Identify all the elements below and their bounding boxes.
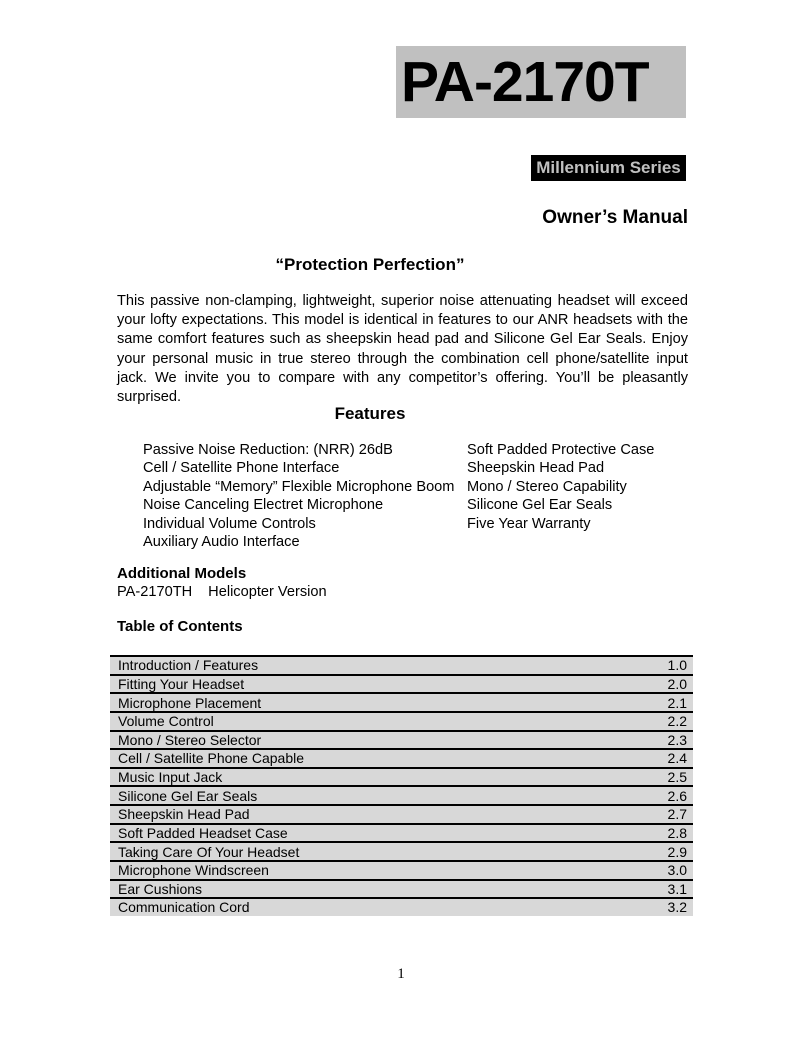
toc-item-label: Music Input Jack	[118, 769, 223, 786]
toc-item-section: 2.8	[667, 824, 687, 841]
feature-item: Auxiliary Audio Interface	[143, 534, 300, 551]
toc-item-section: 3.0	[667, 862, 687, 879]
toc-item-label: Soft Padded Headset Case	[118, 824, 288, 841]
toc-item-label: Introduction / Features	[118, 657, 259, 674]
feature-item: Individual Volume Controls	[143, 515, 316, 532]
toc-row	[110, 674, 693, 693]
toc-row	[110, 692, 693, 711]
toc-item-label: Sheepskin Head Pad	[118, 806, 250, 823]
toc-item-section: 2.3	[667, 731, 687, 748]
toc-row	[110, 748, 693, 767]
toc-row	[110, 655, 693, 674]
toc-item-label: Mono / Stereo Selector	[118, 731, 262, 748]
feature-item: Noise Canceling Electret Microphone	[143, 497, 384, 514]
feature-item: Adjustable “Memory” Flexible Microphone Boom	[143, 478, 455, 495]
table-of-contents	[110, 655, 693, 916]
model-number: PA-2170TH	[117, 584, 193, 600]
features-heading: Features	[334, 404, 406, 423]
toc-item-section: 2.5	[667, 769, 687, 786]
toc-item-section: 2.6	[667, 787, 687, 804]
toc-item-section: 3.2	[667, 899, 687, 916]
toc-item-label: Silicone Gel Ear Seals	[118, 787, 258, 804]
toc-row	[110, 841, 693, 860]
toc-row	[110, 767, 693, 786]
additional-model-row	[117, 584, 327, 600]
series-badge: Millennium Series	[531, 155, 686, 181]
features-list-right	[467, 441, 654, 533]
feature-item: Silicone Gel Ear Seals	[467, 497, 613, 514]
toc-item-label: Cell / Satellite Phone Capable	[118, 750, 305, 767]
toc-item-label: Fitting Your Headset	[118, 675, 245, 692]
model-description: Helicopter Version	[208, 584, 327, 600]
toc-item-section: 3.1	[667, 880, 687, 897]
toc-item-section: 2.1	[667, 694, 687, 711]
toc-item-section: 2.2	[667, 713, 687, 730]
toc-item-label: Communication Cord	[118, 899, 250, 916]
feature-item: Soft Padded Protective Case	[467, 442, 655, 458]
toc-item-label: Taking Care Of Your Headset	[118, 843, 300, 860]
toc-item-label: Microphone Placement	[118, 694, 262, 711]
additional-models-heading: Additional Models	[117, 565, 247, 582]
product-title-banner	[396, 46, 686, 118]
toc-row	[110, 804, 693, 823]
toc-item-section: 2.4	[667, 750, 687, 767]
toc-heading: Table of Contents	[117, 618, 243, 635]
feature-item: Cell / Satellite Phone Interface	[143, 460, 340, 477]
features-list-left	[143, 441, 454, 551]
product-title: PA-2170T	[401, 49, 649, 114]
toc-row	[110, 860, 693, 879]
intro-paragraph: This passive non-clamping, lightweight, superior noise attenuating headset will exceed your lofty expectations. This model is identical in features to our ANR headsets with the same comfort features such as sheepskin head pad and Silicone Gel Ear Seals. Enjoy your personal music in true stereo through the combination cell phone/satellite input jack. We invite you to compare with any competitor’s offering. You’ll be pleasantly surprised.	[117, 293, 688, 406]
toc-item-section: 2.9	[667, 843, 687, 860]
toc-row	[110, 823, 693, 842]
toc-row	[110, 711, 693, 730]
toc-item-label: Ear Cushions	[118, 880, 203, 897]
toc-item-label: Microphone Windscreen	[118, 862, 269, 879]
feature-item: Mono / Stereo Capability	[467, 478, 627, 495]
toc-row	[110, 785, 693, 804]
feature-item: Five Year Warranty	[467, 515, 591, 532]
toc-item-section: 2.0	[667, 675, 687, 692]
toc-row	[110, 730, 693, 749]
toc-item-section: 1.0	[667, 657, 687, 674]
feature-item: Passive Noise Reduction: (NRR) 26dB	[143, 442, 393, 458]
page-number: 1	[397, 966, 405, 982]
toc-row	[110, 897, 693, 916]
tagline-heading: “Protection Perfection”	[275, 255, 465, 274]
feature-item: Sheepskin Head Pad	[467, 460, 605, 477]
manual-subtitle: Owner’s Manual	[542, 207, 688, 228]
toc-row	[110, 879, 693, 898]
toc-item-section: 2.7	[667, 806, 687, 823]
toc-item-label: Volume Control	[118, 713, 214, 730]
